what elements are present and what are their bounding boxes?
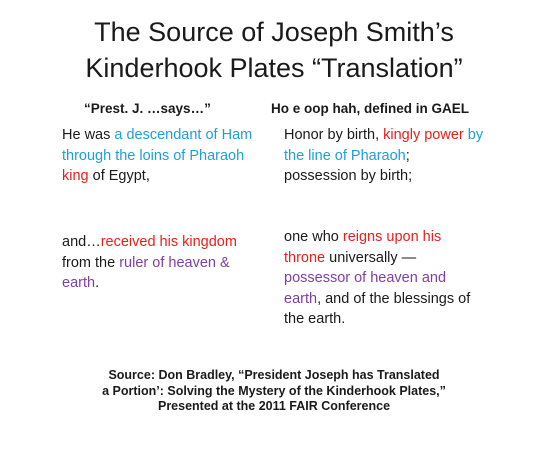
left-block2-seg-0: and… (62, 234, 101, 250)
right-block2-seg-4: , and of the blessings of the earth. (284, 290, 471, 327)
left-block1-seg-0: He was (62, 127, 115, 143)
slide-title-line-2: Kinderhook Plates “Translation” (85, 53, 463, 83)
slide-title (0, 14, 548, 86)
right-block1-seg-0: Honor by birth, (284, 127, 384, 143)
slide-title-line-1: The Source of Joseph Smith’s (94, 17, 454, 47)
source-line-1: Source: Don Bradley, “President Joseph has Translated (108, 368, 440, 382)
left-block2-seg-2: from the (62, 254, 120, 271)
right-block2-seg-0: one who (284, 229, 343, 245)
left-block2-seg-4: . (95, 275, 100, 291)
left-quote-block-2 (62, 232, 262, 294)
right-definition-block-1 (284, 125, 484, 187)
right-block2-seg-2: universally — (325, 249, 417, 266)
right-column-heading: Ho e oop hah, defined in GAEL (271, 101, 469, 116)
left-quote-block-1 (62, 125, 262, 187)
left-block1-seg-3: king (62, 168, 89, 184)
left-block2-seg-3: ruler of heaven & earth (62, 254, 230, 291)
right-block2-seg-1: reigns upon his throne (284, 229, 442, 266)
right-block1-seg-4: ; possession by birth; (284, 147, 413, 184)
left-block1-seg-4: of Egypt, (88, 168, 150, 184)
right-block1-seg-1: kingly power (383, 127, 464, 143)
source-line-3: Presented at the 2011 FAIR Conference (157, 399, 391, 413)
right-block2-seg-3: possessor of heaven and earth (284, 270, 447, 307)
source-citation (0, 368, 548, 415)
right-definition-block-2 (284, 227, 484, 330)
right-block1-seg-3: by the line of Pharaoh (284, 127, 484, 164)
source-line-2: a Portion’: Solving the Mystery of the Kinderhook Plates,” (102, 383, 446, 398)
left-column-heading: “Prest. J. …says…” (84, 101, 211, 116)
left-block2-seg-1: received his kingdom (100, 234, 237, 250)
left-block1-seg-1: a descendant of Ham through the loins of Pharaoh (62, 127, 253, 164)
